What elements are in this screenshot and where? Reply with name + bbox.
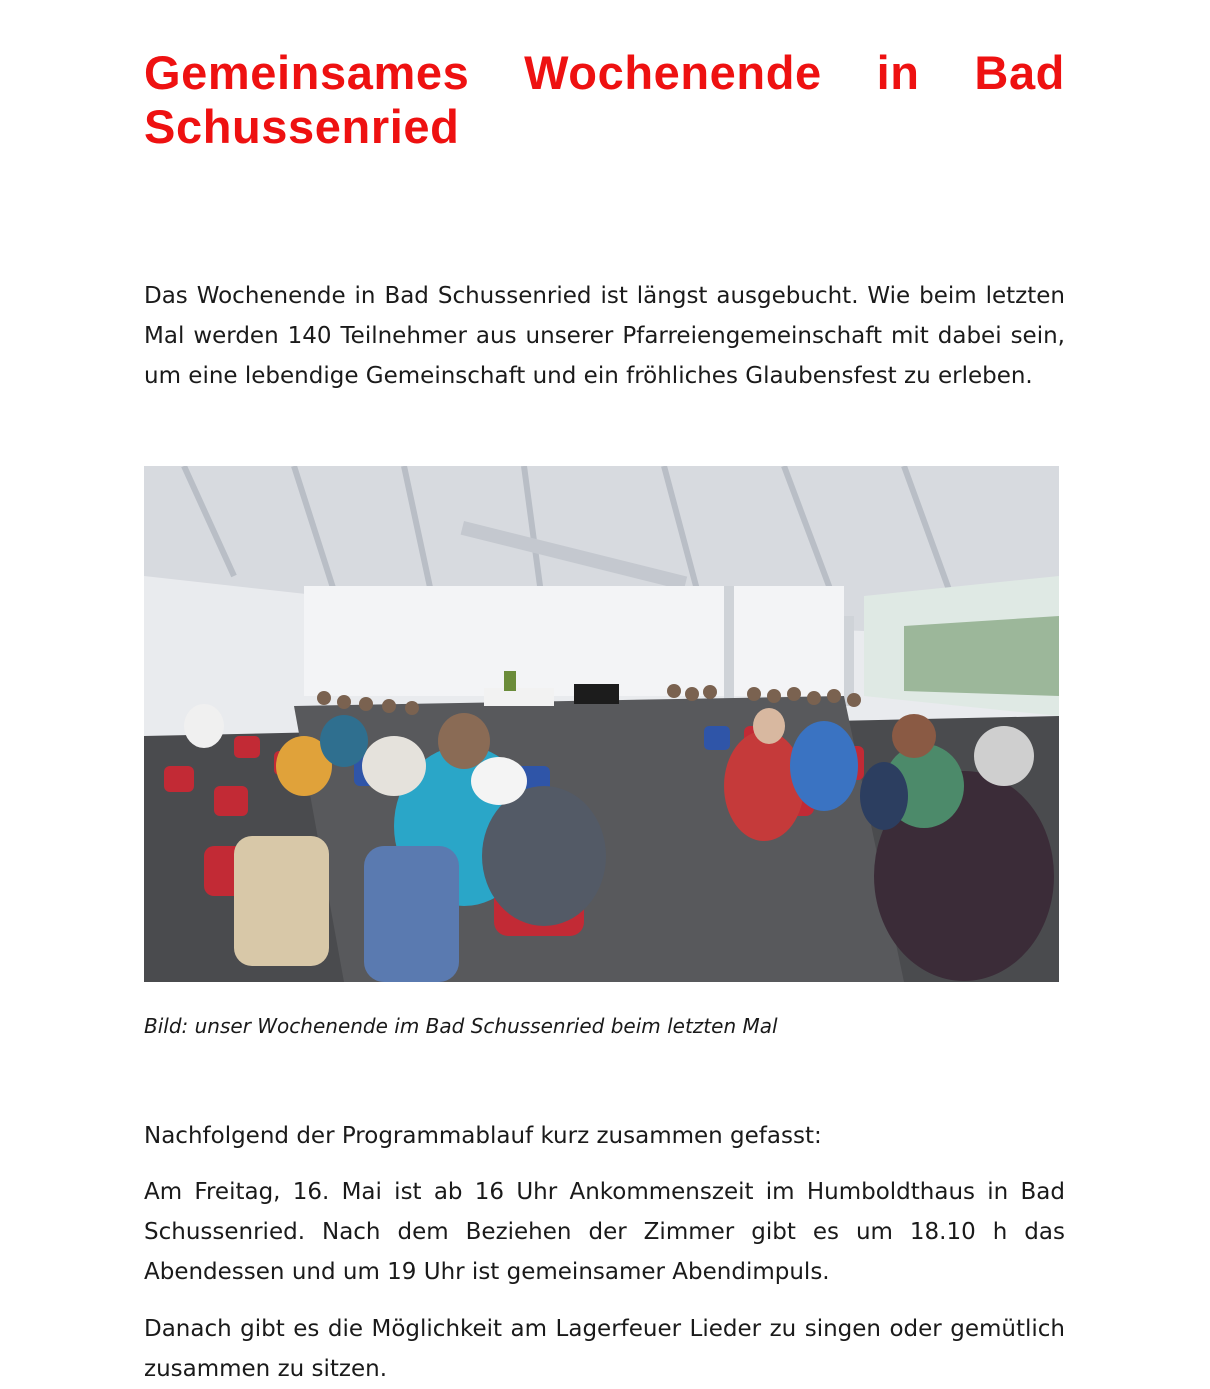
paragraph-program-intro: Nachfolgend der Programmablauf kurz zusammen gefasst:: [144, 1123, 822, 1149]
event-photo: [144, 466, 1059, 982]
image-caption: Bild: unser Wochenende im Bad Schussenried beim letzten Mal: [144, 1014, 778, 1038]
intro-paragraph: Das Wochenende in Bad Schussenried ist längst ausgebucht. Wie beim letzten Mal werden 140 Teilnehmer aus unserer Pfarreiengemeinschaft mit dabei sein, um eine lebendige Gemeinschaft und ein fröhliches Glaubensfest zu erleben.: [144, 283, 1065, 389]
page-title: Gemeinsames Wochenende in Bad Schussenried: [144, 46, 1065, 153]
paragraph-campfire: Danach gibt es die Möglichkeit am Lagerfeuer Lieder zu singen oder gemütlich zusammen zu sitzen.: [144, 1316, 1065, 1382]
paragraph-friday: Am Freitag, 16. Mai ist ab 16 Uhr Ankommenszeit im Humboldthaus in Bad Schussenried. Nach dem Beziehen der Zimmer gibt es um 18.10 h das Abendessen und um 19 Uhr ist gemeinsamer Abendimpuls.: [144, 1179, 1065, 1285]
